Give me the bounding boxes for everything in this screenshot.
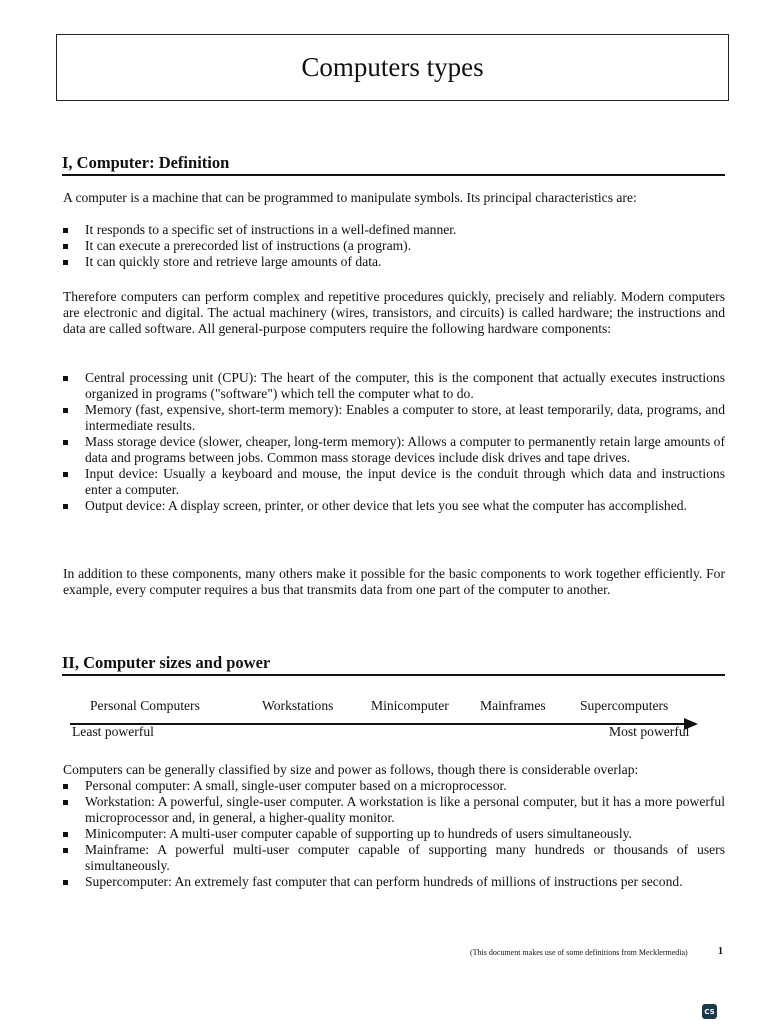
- scale-label-mainframes: Mainframes: [480, 698, 546, 713]
- camscanner-logo-icon: CS: [702, 1004, 717, 1019]
- list-item: It can quickly store and retrieve large amounts of data.: [63, 254, 725, 270]
- list-item: Input device: Usually a keyboard and mouse, the input device is the conduit through which data and instructions enter a computer.: [63, 466, 725, 498]
- bullet-icon: [63, 244, 68, 249]
- bullet-icon: [63, 408, 68, 413]
- list-item: Central processing unit (CPU): The heart of the computer, this is the component that actually executes instructions organized in programs ("software") which tell the computer what to do.: [63, 370, 725, 402]
- scale-high-label: Most powerful: [609, 724, 690, 739]
- classes-list: [63, 778, 725, 890]
- scale-label-workstations: Workstations: [262, 698, 334, 713]
- scale-label-personal: Personal Computers: [90, 698, 200, 713]
- bullet-icon: [63, 784, 68, 789]
- list-item: Workstation: A powerful, single-user computer. A workstation is like a personal computer, but it has a more powerful microprocessor and, in general, a higher-quality monitor.: [63, 794, 725, 826]
- bullet-icon: [63, 848, 68, 853]
- bullet-icon: [63, 800, 68, 805]
- scale-label-supercomputers: Supercomputers: [580, 698, 669, 713]
- list-item: Supercomputer: An extremely fast computer that can perform hundreds of millions of instructions per second.: [63, 874, 725, 890]
- bullet-icon: [63, 472, 68, 477]
- footer-note: (This document makes use of some definitions from Mecklermedia): [470, 948, 688, 957]
- scale-low-label: Least powerful: [72, 724, 154, 739]
- characteristics-list: [63, 222, 725, 270]
- components-paragraph: In addition to these components, many others make it possible for the basic components to work together efficiently. For example, every computer requires a bus that transmits data from one part of the computer to another.: [63, 566, 725, 597]
- list-item: Output device: A display screen, printer, or other device that lets you see what the computer has accomplished.: [63, 498, 725, 514]
- definition-paragraph: Therefore computers can perform complex and repetitive procedures quickly, precisely and reliably. Modern computers are electronic and digital. The actual machinery (wires, transistors, and circuits) is called hardware; the instructions and data are called software. All general-purpose computers require the following hardware components:: [63, 289, 725, 336]
- power-arrow-icon: [70, 718, 698, 730]
- page-title: Computers types: [301, 52, 484, 82]
- list-item: It can execute a prerecorded list of instructions (a program).: [63, 238, 725, 254]
- section-heading-definition: I, Computer: Definition: [62, 153, 725, 176]
- page-number: 1: [718, 946, 723, 957]
- section-heading-sizes: II, Computer sizes and power: [62, 653, 725, 676]
- components-list: [63, 370, 725, 514]
- list-item: Mass storage device (slower, cheaper, long-term memory): Allows a computer to permanently retain large amounts of data and programs between jobs. Common mass storage devices include disk drives and tape drives.: [63, 434, 725, 466]
- list-item: Mainframe: A powerful multi-user computer capable of supporting many hundreds or thousands of users simultaneously.: [63, 842, 725, 874]
- list-item: Memory (fast, expensive, short-term memory): Enables a computer to store, at least temporarily, data, programs, and intermediate results.: [63, 402, 725, 434]
- bullet-icon: [63, 260, 68, 265]
- bullet-icon: [63, 376, 68, 381]
- bullet-icon: [63, 504, 68, 509]
- list-item: Minicomputer: A multi-user computer capable of supporting up to hundreds of users simultaneously.: [63, 826, 725, 842]
- scale-label-minicomputer: Minicomputer: [371, 698, 449, 713]
- bullet-icon: [63, 832, 68, 837]
- list-item: It responds to a specific set of instructions in a well-defined manner.: [63, 222, 725, 238]
- title-box: [56, 34, 729, 101]
- bullet-icon: [63, 440, 68, 445]
- list-item: Personal computer: A small, single-user computer based on a microprocessor.: [63, 778, 725, 794]
- definition-intro: A computer is a machine that can be programmed to manipulate symbols. Its principal characteristics are:: [63, 190, 637, 205]
- bullet-icon: [63, 228, 68, 233]
- bullet-icon: [63, 880, 68, 885]
- sizes-intro: Computers can be generally classified by size and power as follows, though there is considerable overlap:: [63, 762, 639, 777]
